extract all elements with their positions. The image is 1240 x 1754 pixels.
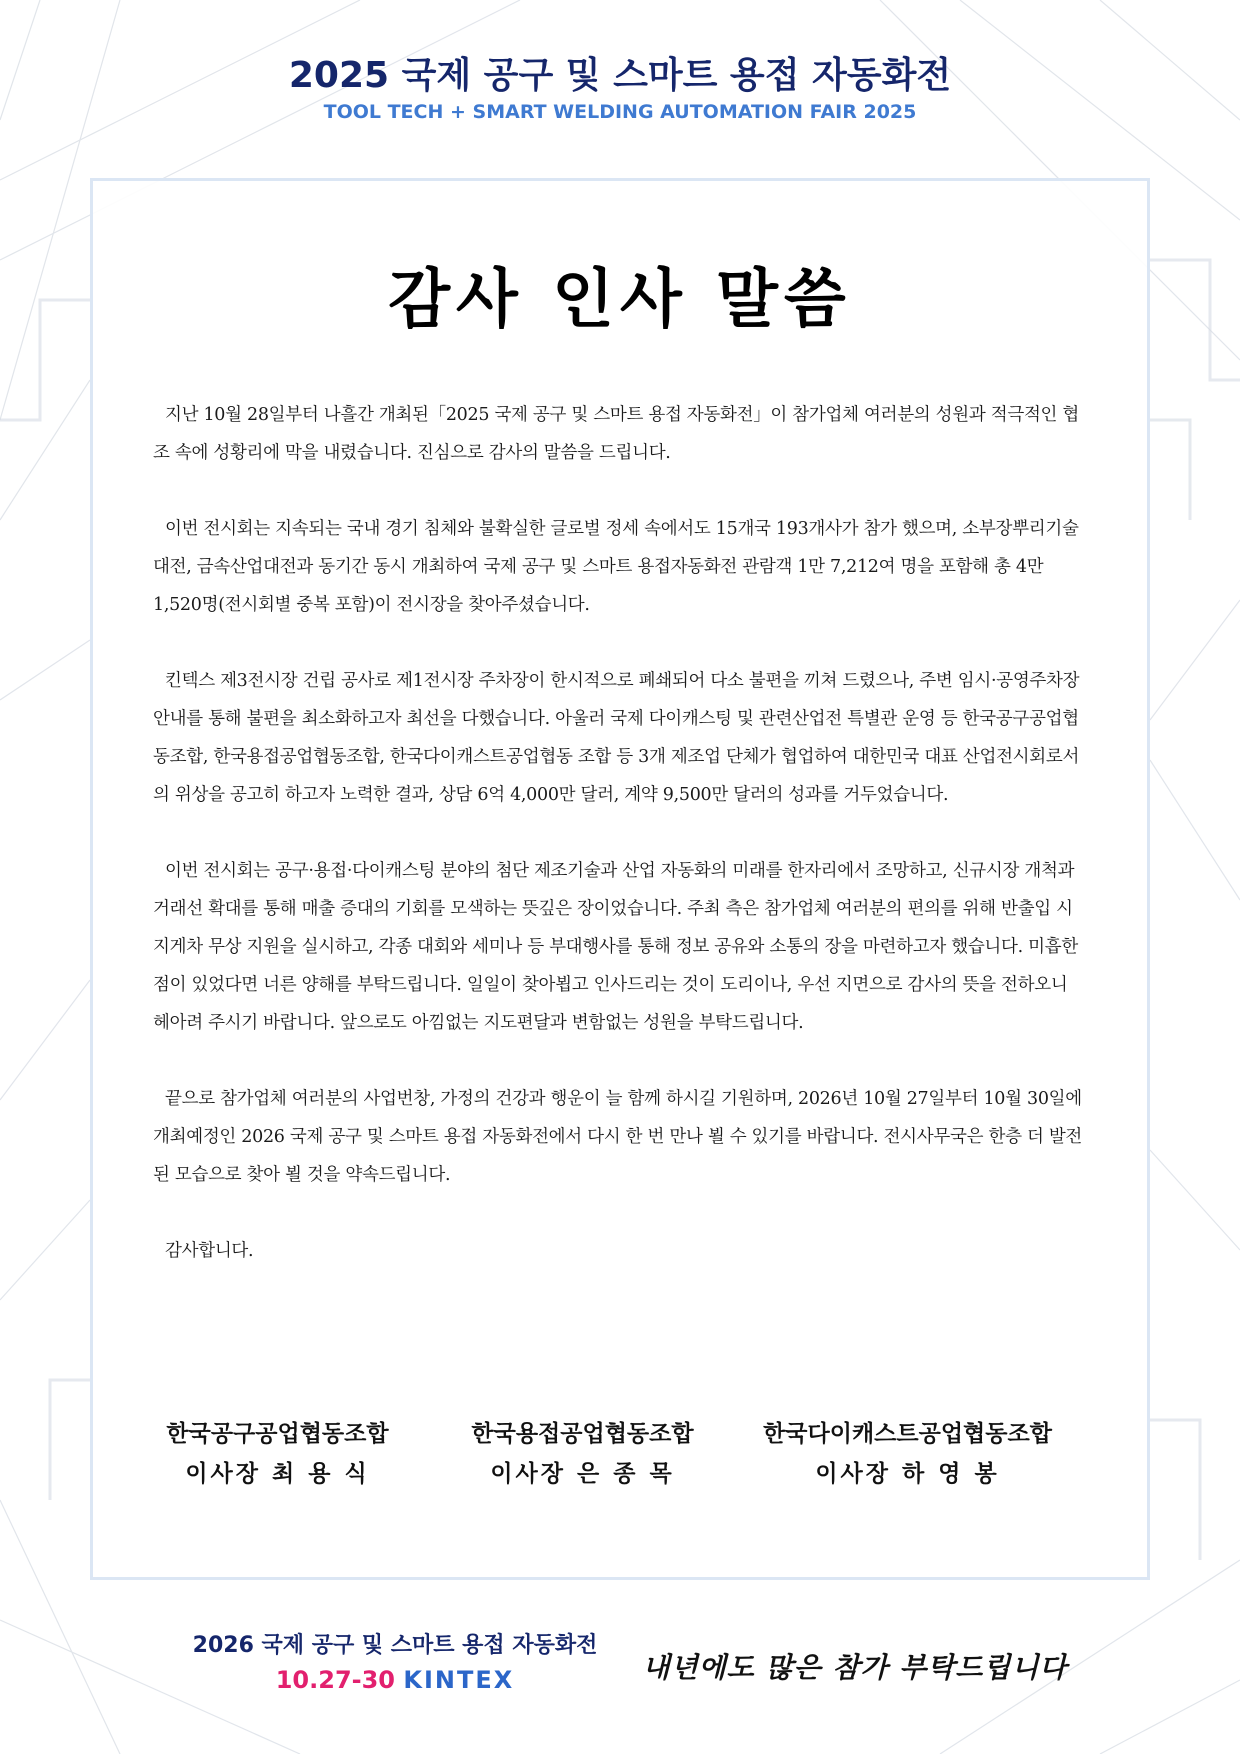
- paragraph-results: 킨텍스 제3전시장 건립 공사로 제1전시장 주차장이 한시적으로 폐쇄되어 다소 불편을 끼쳐 드렸으나, 주변 임시·공영주차장 안내를 통해 불편을 최소화하고자 최선을 다했습니다. 아울러 국제 다이캐스팅 및 관련산업전 특별관 운영 등 한국공구공업협동조합, 한국용접공업협동조합, 한국다이캐스트공업협동 조합 등 3개 제조업 단체가 협업하여 대한민국 대표 산업전시회로서의 위상을 공고히 하고자 노력한 결과, 상담 6억 4,000만 달러, 계약 9,500만 달러의 성과를 거두었습니다.: [153, 671, 1080, 805]
- next-fair-dates: 10.27-30: [275, 1666, 396, 1694]
- next-fair-venue: KINTEX: [403, 1666, 515, 1694]
- letter-title: 감사 인사 말씀: [388, 263, 852, 337]
- signature-tool-association: [150, 1414, 405, 1494]
- signature-diecast-association: [725, 1414, 1090, 1494]
- paragraph-closing: 끝으로 참가업체 여러분의 사업번창, 가정의 건강과 행운이 늘 함께 하시길 기원하며, 2026년 10월 27일부터 10월 30일에 개최예정인 2026 국제 공구 및 스마트 용접 자동화전에서 다시 한 번 만나 뵐 수 있기를 바랍니다. 전시사무국은 한층 더 발전된 모습으로 찾아 뵐 것을 약속드립니다.: [153, 1089, 1083, 1185]
- next-fair-info: [160, 1630, 630, 1698]
- signature-org: 한국공구공업협동조합: [166, 1420, 389, 1447]
- fair-header: [0, 54, 1240, 124]
- paragraph-significance: 이번 전시회는 공구·용접·다이캐스팅 분야의 첨단 제조기술과 산업 자동화의 미래를 한자리에서 조망하고, 신규시장 개척과 거래선 확대를 통해 매출 증대의 기회를 모색하는 뜻깊은 장이었습니다. 주최 측은 참가업체 여러분의 편의를 위해 반출입 시 지게차 무상 지원을 실시하고, 각종 대회와 세미나 등 부대행사를 통해 정보 공유와 소통의 장을 마련하고자 했습니다. 미흡한 점이 있었다면 너른 양해를 부탁드립니다. 일일이 찾아뵙고 인사드리는 것이 도리이나, 우선 지면으로 감사의 뜻을 전하오니 헤아려 주시기 바랍니다. 앞으로도 아낌없는 지도편달과 변함없는 성원을 부탁드립니다.: [153, 861, 1078, 1033]
- thanks-line: 감사합니다.: [165, 1241, 254, 1261]
- signature-chairman: 이사장 최 용 식: [185, 1460, 370, 1487]
- fair-title-korean: 2025 국제 공구 및 스마트 용접 자동화전: [288, 55, 952, 96]
- signature-org: 한국다이캐스트공업협동조합: [763, 1420, 1052, 1447]
- signature-welding-association: [455, 1414, 710, 1494]
- next-fair-title: 2026 국제 공구 및 스마트 용접 자동화전: [192, 1633, 598, 1658]
- signature-chairman: 이사장 은 종 목: [490, 1460, 675, 1487]
- slogan: 내년에도 많은 참가 부탁드립니다: [642, 1651, 1068, 1684]
- letter-body: [153, 396, 1088, 1270]
- signature-chairman: 이사장 하 영 봉: [815, 1460, 1000, 1487]
- fair-title-english: TOOL TECH + SMART WELDING AUTOMATION FAIR 2025: [323, 101, 917, 123]
- next-fair-schedule: [160, 1662, 630, 1698]
- signature-org: 한국용접공업협동조합: [471, 1420, 694, 1447]
- paragraph-attendance: 이번 전시회는 지속되는 국내 경기 침체와 불확실한 글로벌 정세 속에서도 15개국 193개사가 참가 했으며, 소부장뿌리기술대전, 금속산업대전과 동기간 동시 개최하여 국제 공구 및 스마트 용접자동화전 관람객 1만 7,212여 명을 포함해 총 4만 1,520명(전시회별 중복 포함)이 전시장을 찾아주셨습니다.: [153, 519, 1079, 615]
- paragraph-intro: 지난 10월 28일부터 나흘간 개최된「2025 국제 공구 및 스마트 용접 자동화전」이 참가업체 여러분의 성원과 적극적인 협조 속에 성황리에 막을 내렸습니다. 진심으로 감사의 말씀을 드립니다.: [153, 405, 1080, 463]
